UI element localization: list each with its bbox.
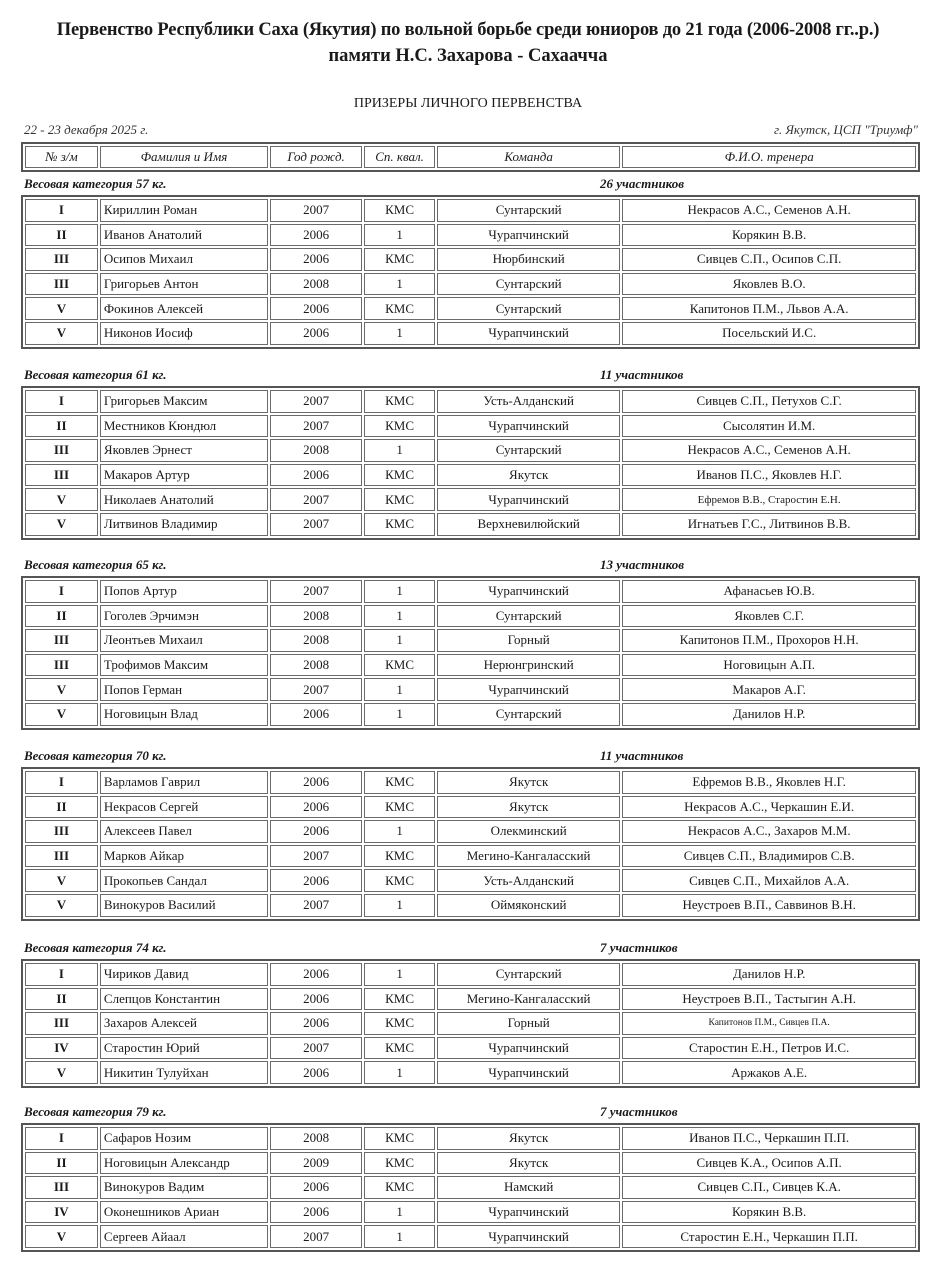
coach-cell: Сивцев С.П., Михайлов А.А.: [622, 869, 916, 892]
coach-cell: Некрасов А.С., Семенов А.Н.: [622, 439, 916, 462]
place-cell: I: [25, 199, 98, 222]
coach-cell: Посельский И.С.: [622, 322, 916, 345]
team-cell: Якутск: [437, 771, 620, 794]
birth-year-cell: 2006: [270, 322, 362, 345]
birth-year-cell: 2007: [270, 894, 362, 917]
qualification-cell: КМС: [364, 796, 435, 819]
table-row: [25, 894, 916, 917]
place-cell: I: [25, 390, 98, 413]
coach-cell: Старостин Е.Н., Черкашин П.П.: [622, 1225, 916, 1248]
birth-year-cell: 2006: [270, 869, 362, 892]
place-cell: III: [25, 820, 98, 843]
qualification-cell: 1: [364, 580, 435, 603]
coach-cell: Сивцев С.П., Сивцев К.А.: [622, 1176, 916, 1199]
table-row: [25, 654, 916, 677]
qualification-cell: КМС: [364, 415, 435, 438]
athlete-name-cell: Никонов Иосиф: [100, 322, 268, 345]
place-cell: II: [25, 224, 98, 247]
athlete-name-cell: Григорьев Максим: [100, 390, 268, 413]
athlete-name-cell: Яковлев Эрнест: [100, 439, 268, 462]
results-table: [21, 386, 920, 540]
qualification-cell: 1: [364, 273, 435, 296]
weight-category-label: Весовая категория 70 кг.: [24, 748, 167, 763]
team-cell: Чурапчинский: [437, 1201, 620, 1224]
table-row: [25, 199, 916, 222]
participant-count: 11 участников: [600, 367, 684, 382]
table-row: [25, 605, 916, 628]
team-cell: Якутск: [437, 796, 620, 819]
athlete-name-cell: Николаев Анатолий: [100, 488, 268, 511]
qualification-cell: КМС: [364, 1176, 435, 1199]
table-row: [25, 703, 916, 726]
team-cell: Мегино-Кангаласский: [437, 845, 620, 868]
qualification-cell: 1: [364, 224, 435, 247]
table-row: [25, 390, 916, 413]
coach-cell: Сивцев К.А., Осипов А.П.: [622, 1152, 916, 1175]
team-cell: Якутск: [437, 1127, 620, 1150]
qualification-cell: 1: [364, 678, 435, 701]
athlete-name-cell: Фокинов Алексей: [100, 297, 268, 320]
team-cell: Намский: [437, 1176, 620, 1199]
birth-year-cell: 2007: [270, 513, 362, 536]
birth-year-cell: 2006: [270, 1201, 362, 1224]
athlete-name-cell: Чириков Давид: [100, 963, 268, 986]
athlete-name-cell: Никитин Тулуйхан: [100, 1061, 268, 1084]
qualification-cell: КМС: [364, 248, 435, 271]
birth-year-cell: 2006: [270, 464, 362, 487]
athlete-name-cell: Литвинов Владимир: [100, 513, 268, 536]
qualification-cell: КМС: [364, 1127, 435, 1150]
table-row: [25, 629, 916, 652]
qualification-cell: КМС: [364, 654, 435, 677]
coach-cell: Иванов П.С., Яковлев Н.Г.: [622, 464, 916, 487]
birth-year-cell: 2008: [270, 439, 362, 462]
team-cell: Горный: [437, 629, 620, 652]
athlete-name-cell: Иванов Анатолий: [100, 224, 268, 247]
place-cell: IV: [25, 1037, 98, 1060]
athlete-name-cell: Макаров Артур: [100, 464, 268, 487]
table-row: [25, 322, 916, 345]
participant-count: 7 участников: [600, 1104, 678, 1119]
coach-cell: Некрасов А.С., Семенов А.Н.: [622, 199, 916, 222]
athlete-name-cell: Трофимов Максим: [100, 654, 268, 677]
team-cell: Оймяконский: [437, 894, 620, 917]
qualification-cell: 1: [364, 1201, 435, 1224]
place-cell: II: [25, 605, 98, 628]
weight-category-label: Весовая категория 79 кг.: [24, 1104, 167, 1119]
team-cell: Сунтарский: [437, 963, 620, 986]
athlete-name-cell: Ноговицын Александр: [100, 1152, 268, 1175]
qualification-cell: 1: [364, 1225, 435, 1248]
qualification-cell: 1: [364, 439, 435, 462]
place-cell: V: [25, 869, 98, 892]
table-row: [25, 1061, 916, 1084]
qualification-cell: КМС: [364, 1152, 435, 1175]
team-cell: Горный: [437, 1012, 620, 1035]
results-table: [21, 959, 920, 1088]
athlete-name-cell: Некрасов Сергей: [100, 796, 268, 819]
athlete-name-cell: Алексеев Павел: [100, 820, 268, 843]
qualification-cell: КМС: [364, 1037, 435, 1060]
qualification-cell: 1: [364, 963, 435, 986]
table-row: [25, 771, 916, 794]
birth-year-cell: 2007: [270, 1225, 362, 1248]
athlete-name-cell: Осипов Михаил: [100, 248, 268, 271]
team-cell: Сунтарский: [437, 199, 620, 222]
coach-cell: Сысолятин И.М.: [622, 415, 916, 438]
place-cell: I: [25, 580, 98, 603]
qualification-cell: КМС: [364, 845, 435, 868]
place-cell: V: [25, 678, 98, 701]
athlete-name-cell: Попов Артур: [100, 580, 268, 603]
team-cell: Чурапчинский: [437, 1225, 620, 1248]
qualification-cell: 1: [364, 629, 435, 652]
results-table: [21, 1123, 920, 1252]
table-row: [25, 1225, 916, 1248]
place-cell: V: [25, 894, 98, 917]
athlete-name-cell: Винокуров Вадим: [100, 1176, 268, 1199]
birth-year-cell: 2008: [270, 1127, 362, 1150]
team-cell: Чурапчинский: [437, 415, 620, 438]
birth-year-cell: 2006: [270, 1012, 362, 1035]
document-subtitle: ПРИЗЕРЫ ЛИЧНОГО ПЕРВЕНСТВА: [353, 96, 583, 111]
birth-year-cell: 2006: [270, 988, 362, 1011]
birth-year-cell: 2006: [270, 963, 362, 986]
weight-category-label: Весовая категория 74 кг.: [24, 940, 167, 955]
birth-year-cell: 2007: [270, 580, 362, 603]
coach-cell: Макаров А.Г.: [622, 678, 916, 701]
birth-year-cell: 2007: [270, 390, 362, 413]
team-cell: Чурапчинский: [437, 488, 620, 511]
coach-cell: Некрасов А.С., Черкашин Е.И.: [622, 796, 916, 819]
place-cell: II: [25, 415, 98, 438]
event-venue: г. Якутск, ЦСП "Триумф": [773, 122, 918, 137]
team-cell: Чурапчинский: [437, 580, 620, 603]
table-row: [25, 488, 916, 511]
place-cell: I: [25, 963, 98, 986]
athlete-name-cell: Гоголев Эрчимэн: [100, 605, 268, 628]
qualification-cell: 1: [364, 894, 435, 917]
qualification-cell: КМС: [364, 771, 435, 794]
coach-cell: Некрасов А.С., Захаров М.М.: [622, 820, 916, 843]
document-title-memorial: памяти Н.С. Захарова - Сахаачча: [328, 46, 608, 66]
place-cell: III: [25, 273, 98, 296]
athlete-name-cell: Прокопьев Сандал: [100, 869, 268, 892]
team-cell: Сунтарский: [437, 297, 620, 320]
place-cell: V: [25, 322, 98, 345]
table-row: [25, 1201, 916, 1224]
column-header-coach: Ф.И.О. тренера: [622, 146, 916, 168]
birth-year-cell: 2006: [270, 1061, 362, 1084]
birth-year-cell: 2008: [270, 273, 362, 296]
qualification-cell: 1: [364, 703, 435, 726]
team-cell: Чурапчинский: [437, 1061, 620, 1084]
column-header-row: [25, 146, 916, 168]
participant-count: 26 участников: [600, 176, 685, 191]
table-row: [25, 678, 916, 701]
birth-year-cell: 2009: [270, 1152, 362, 1175]
qualification-cell: 1: [364, 1061, 435, 1084]
birth-year-cell: 2008: [270, 629, 362, 652]
qualification-cell: КМС: [364, 488, 435, 511]
birth-year-cell: 2006: [270, 796, 362, 819]
team-cell: Мегино-Кангаласский: [437, 988, 620, 1011]
athlete-name-cell: Марков Айкар: [100, 845, 268, 868]
coach-cell: Сивцев С.П., Осипов С.П.: [622, 248, 916, 271]
birth-year-cell: 2007: [270, 199, 362, 222]
coach-cell: Сивцев С.П., Петухов С.Г.: [622, 390, 916, 413]
place-cell: V: [25, 513, 98, 536]
qualification-cell: КМС: [364, 297, 435, 320]
birth-year-cell: 2008: [270, 654, 362, 677]
weight-category-label: Весовая категория 65 кг.: [24, 557, 167, 572]
table-row: [25, 820, 916, 843]
place-cell: III: [25, 1176, 98, 1199]
place-cell: III: [25, 439, 98, 462]
athlete-name-cell: Ноговицын Влад: [100, 703, 268, 726]
birth-year-cell: 2006: [270, 1176, 362, 1199]
column-header-name: Фамилия и Имя: [100, 146, 268, 168]
place-cell: IV: [25, 1201, 98, 1224]
coach-cell: Старостин Е.Н., Петров И.С.: [622, 1037, 916, 1060]
event-date: 22 - 23 декабря 2025 г.: [24, 122, 149, 137]
table-row: [25, 1176, 916, 1199]
place-cell: III: [25, 1012, 98, 1035]
qualification-cell: 1: [364, 820, 435, 843]
athlete-name-cell: Слепцов Константин: [100, 988, 268, 1011]
coach-cell: Данилов Н.Р.: [622, 703, 916, 726]
coach-cell: Корякин В.В.: [622, 224, 916, 247]
birth-year-cell: 2007: [270, 488, 362, 511]
athlete-name-cell: Григорьев Антон: [100, 273, 268, 296]
table-row: [25, 439, 916, 462]
coach-cell: Аржаков А.Е.: [622, 1061, 916, 1084]
coach-cell: Ефремов В.В., Старостин Е.Н.: [622, 488, 916, 511]
place-cell: V: [25, 297, 98, 320]
team-cell: Сунтарский: [437, 273, 620, 296]
place-cell: III: [25, 464, 98, 487]
coach-cell: Игнатьев Г.С., Литвинов В.В.: [622, 513, 916, 536]
birth-year-cell: 2007: [270, 1037, 362, 1060]
team-cell: Чурапчинский: [437, 224, 620, 247]
team-cell: Сунтарский: [437, 703, 620, 726]
column-header-place: № з/м: [25, 146, 98, 168]
birth-year-cell: 2006: [270, 771, 362, 794]
team-cell: Чурапчинский: [437, 1037, 620, 1060]
team-cell: Усть-Алданский: [437, 390, 620, 413]
athlete-name-cell: Леонтьев Михаил: [100, 629, 268, 652]
qualification-cell: КМС: [364, 869, 435, 892]
place-cell: V: [25, 488, 98, 511]
table-row: [25, 248, 916, 271]
place-cell: III: [25, 845, 98, 868]
athlete-name-cell: Винокуров Василий: [100, 894, 268, 917]
birth-year-cell: 2007: [270, 845, 362, 868]
table-row: [25, 869, 916, 892]
table-row: [25, 297, 916, 320]
team-cell: Якутск: [437, 464, 620, 487]
coach-cell: Иванов П.С., Черкашин П.П.: [622, 1127, 916, 1150]
table-row: [25, 224, 916, 247]
place-cell: V: [25, 703, 98, 726]
birth-year-cell: 2008: [270, 605, 362, 628]
birth-year-cell: 2006: [270, 248, 362, 271]
birth-year-cell: 2006: [270, 224, 362, 247]
table-row: [25, 415, 916, 438]
table-row: [25, 796, 916, 819]
participant-count: 11 участников: [600, 748, 684, 763]
birth-year-cell: 2006: [270, 703, 362, 726]
team-cell: Олекминский: [437, 820, 620, 843]
place-cell: V: [25, 1225, 98, 1248]
place-cell: III: [25, 629, 98, 652]
qualification-cell: КМС: [364, 988, 435, 1011]
coach-cell: Капитонов П.М., Львов А.А.: [622, 297, 916, 320]
table-row: [25, 580, 916, 603]
table-row: [25, 1012, 916, 1035]
coach-cell: Яковлев В.О.: [622, 273, 916, 296]
athlete-name-cell: Старостин Юрий: [100, 1037, 268, 1060]
column-header-birth-year: Год рожд.: [270, 146, 362, 168]
participant-count: 13 участников: [600, 557, 685, 572]
team-cell: Сунтарский: [437, 605, 620, 628]
table-row: [25, 963, 916, 986]
results-table: [21, 767, 920, 921]
coach-cell: Сивцев С.П., Владимиров С.В.: [622, 845, 916, 868]
results-table: [21, 576, 920, 730]
place-cell: II: [25, 796, 98, 819]
athlete-name-cell: Захаров Алексей: [100, 1012, 268, 1035]
athlete-name-cell: Попов Герман: [100, 678, 268, 701]
coach-cell: Данилов Н.Р.: [622, 963, 916, 986]
results-table: [21, 195, 920, 349]
coach-cell: Афанасьев Ю.В.: [622, 580, 916, 603]
place-cell: I: [25, 1127, 98, 1150]
coach-cell: Неустроев В.П., Саввинов В.Н.: [622, 894, 916, 917]
team-cell: Чурапчинский: [437, 322, 620, 345]
qualification-cell: КМС: [364, 513, 435, 536]
place-cell: II: [25, 1152, 98, 1175]
weight-category-label: Весовая категория 57 кг.: [24, 176, 167, 191]
participant-count: 7 участников: [600, 940, 678, 955]
place-cell: III: [25, 654, 98, 677]
column-header-team: Команда: [437, 146, 620, 168]
table-row: [25, 513, 916, 536]
coach-cell: Капитонов П.М., Сивцев П.А.: [622, 1012, 916, 1035]
birth-year-cell: 2006: [270, 297, 362, 320]
table-row: [25, 988, 916, 1011]
birth-year-cell: 2007: [270, 415, 362, 438]
column-header-table: [21, 142, 920, 172]
qualification-cell: КМС: [364, 390, 435, 413]
place-cell: V: [25, 1061, 98, 1084]
team-cell: Нерюнгринский: [437, 654, 620, 677]
table-row: [25, 1037, 916, 1060]
team-cell: Верхневилюйский: [437, 513, 620, 536]
qualification-cell: КМС: [364, 199, 435, 222]
coach-cell: Яковлев С.Г.: [622, 605, 916, 628]
athlete-name-cell: Кириллин Роман: [100, 199, 268, 222]
athlete-name-cell: Оконешников Ариан: [100, 1201, 268, 1224]
team-cell: Усть-Алданский: [437, 869, 620, 892]
table-row: [25, 273, 916, 296]
table-row: [25, 464, 916, 487]
coach-cell: Корякин В.В.: [622, 1201, 916, 1224]
table-row: [25, 845, 916, 868]
birth-year-cell: 2007: [270, 678, 362, 701]
coach-cell: Ноговицын А.П.: [622, 654, 916, 677]
qualification-cell: 1: [364, 605, 435, 628]
table-row: [25, 1152, 916, 1175]
coach-cell: Неустроев В.П., Тастыгин А.Н.: [622, 988, 916, 1011]
athlete-name-cell: Сафаров Нозим: [100, 1127, 268, 1150]
athlete-name-cell: Местников Кюндюл: [100, 415, 268, 438]
birth-year-cell: 2006: [270, 820, 362, 843]
weight-category-label: Весовая категория 61 кг.: [24, 367, 167, 382]
team-cell: Сунтарский: [437, 439, 620, 462]
team-cell: Нюрбинский: [437, 248, 620, 271]
place-cell: I: [25, 771, 98, 794]
coach-cell: Ефремов В.В., Яковлев Н.Г.: [622, 771, 916, 794]
qualification-cell: КМС: [364, 1012, 435, 1035]
column-header-qualification: Сп. квал.: [364, 146, 435, 168]
place-cell: II: [25, 988, 98, 1011]
team-cell: Чурапчинский: [437, 678, 620, 701]
table-row: [25, 1127, 916, 1150]
place-cell: III: [25, 248, 98, 271]
qualification-cell: 1: [364, 322, 435, 345]
team-cell: Якутск: [437, 1152, 620, 1175]
athlete-name-cell: Сергеев Айаал: [100, 1225, 268, 1248]
coach-cell: Капитонов П.М., Прохоров Н.Н.: [622, 629, 916, 652]
athlete-name-cell: Варламов Гаврил: [100, 771, 268, 794]
qualification-cell: КМС: [364, 464, 435, 487]
document-title: Первенство Республики Саха (Якутия) по вольной борьбе среди юниоров до 21 года (2006-2008 гг..р.): [56, 20, 880, 40]
